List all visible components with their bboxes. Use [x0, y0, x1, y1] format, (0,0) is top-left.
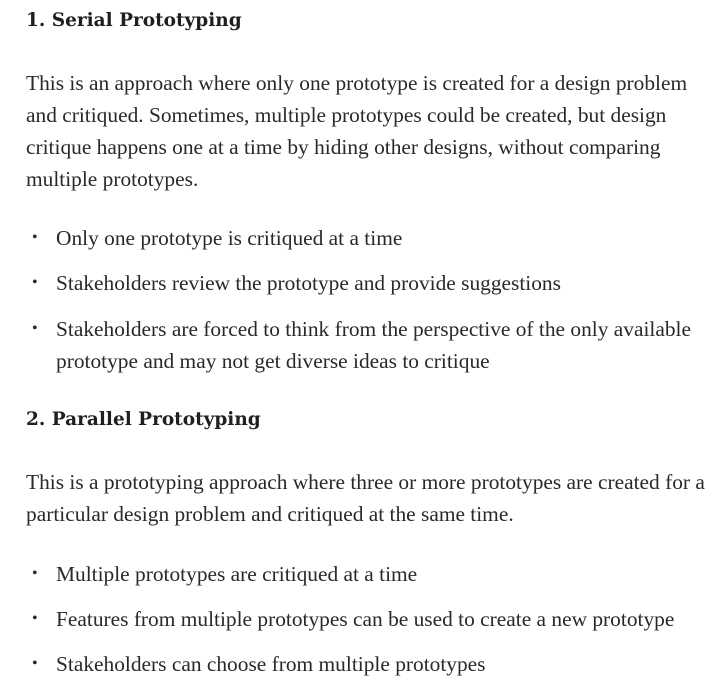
- list-item-text: Stakeholders review the prototype and provide suggestions: [56, 271, 561, 295]
- list-item-text: Features from multiple prototypes can be used to create a new prototype: [56, 607, 675, 631]
- bullet-icon: •: [32, 229, 38, 246]
- bullet-icon: •: [32, 655, 38, 672]
- list-item: [26, 603, 716, 635]
- section-heading-parallel-prototyping: 2. Parallel Prototyping: [26, 409, 261, 430]
- list-item: [26, 558, 716, 590]
- list-item-text: Multiple prototypes are critiqued at a time: [56, 562, 418, 586]
- list-item: [26, 313, 716, 377]
- bullet-icon: •: [32, 565, 38, 582]
- bullet-icon: •: [32, 320, 38, 337]
- list-item: [26, 222, 716, 254]
- list-item: [26, 648, 716, 680]
- list-item-text: Only one prototype is critiqued at a time: [56, 226, 403, 250]
- paragraph-parallel-prototyping: This is a prototyping approach where three or more prototypes are created for a particular design problem and critiqued at the same time.: [26, 470, 705, 526]
- paragraph-serial-prototyping: This is an approach where only one prototype is created for a design problem and critiqued. Sometimes, multiple prototypes could be created, but design critique happens one at a time by hiding other designs, without comparing multiple prototypes.: [26, 71, 688, 191]
- bullet-icon: •: [32, 274, 38, 291]
- list-item-text: Stakeholders can choose from multiple prototypes: [56, 652, 486, 676]
- list-item: [26, 267, 716, 299]
- list-item-text: Stakeholders are forced to think from the perspective of the only available prototype and may not get diverse ideas to critique: [56, 317, 691, 373]
- section-heading-serial-prototyping: 1. Serial Prototyping: [26, 10, 242, 31]
- bullet-icon: •: [32, 610, 38, 627]
